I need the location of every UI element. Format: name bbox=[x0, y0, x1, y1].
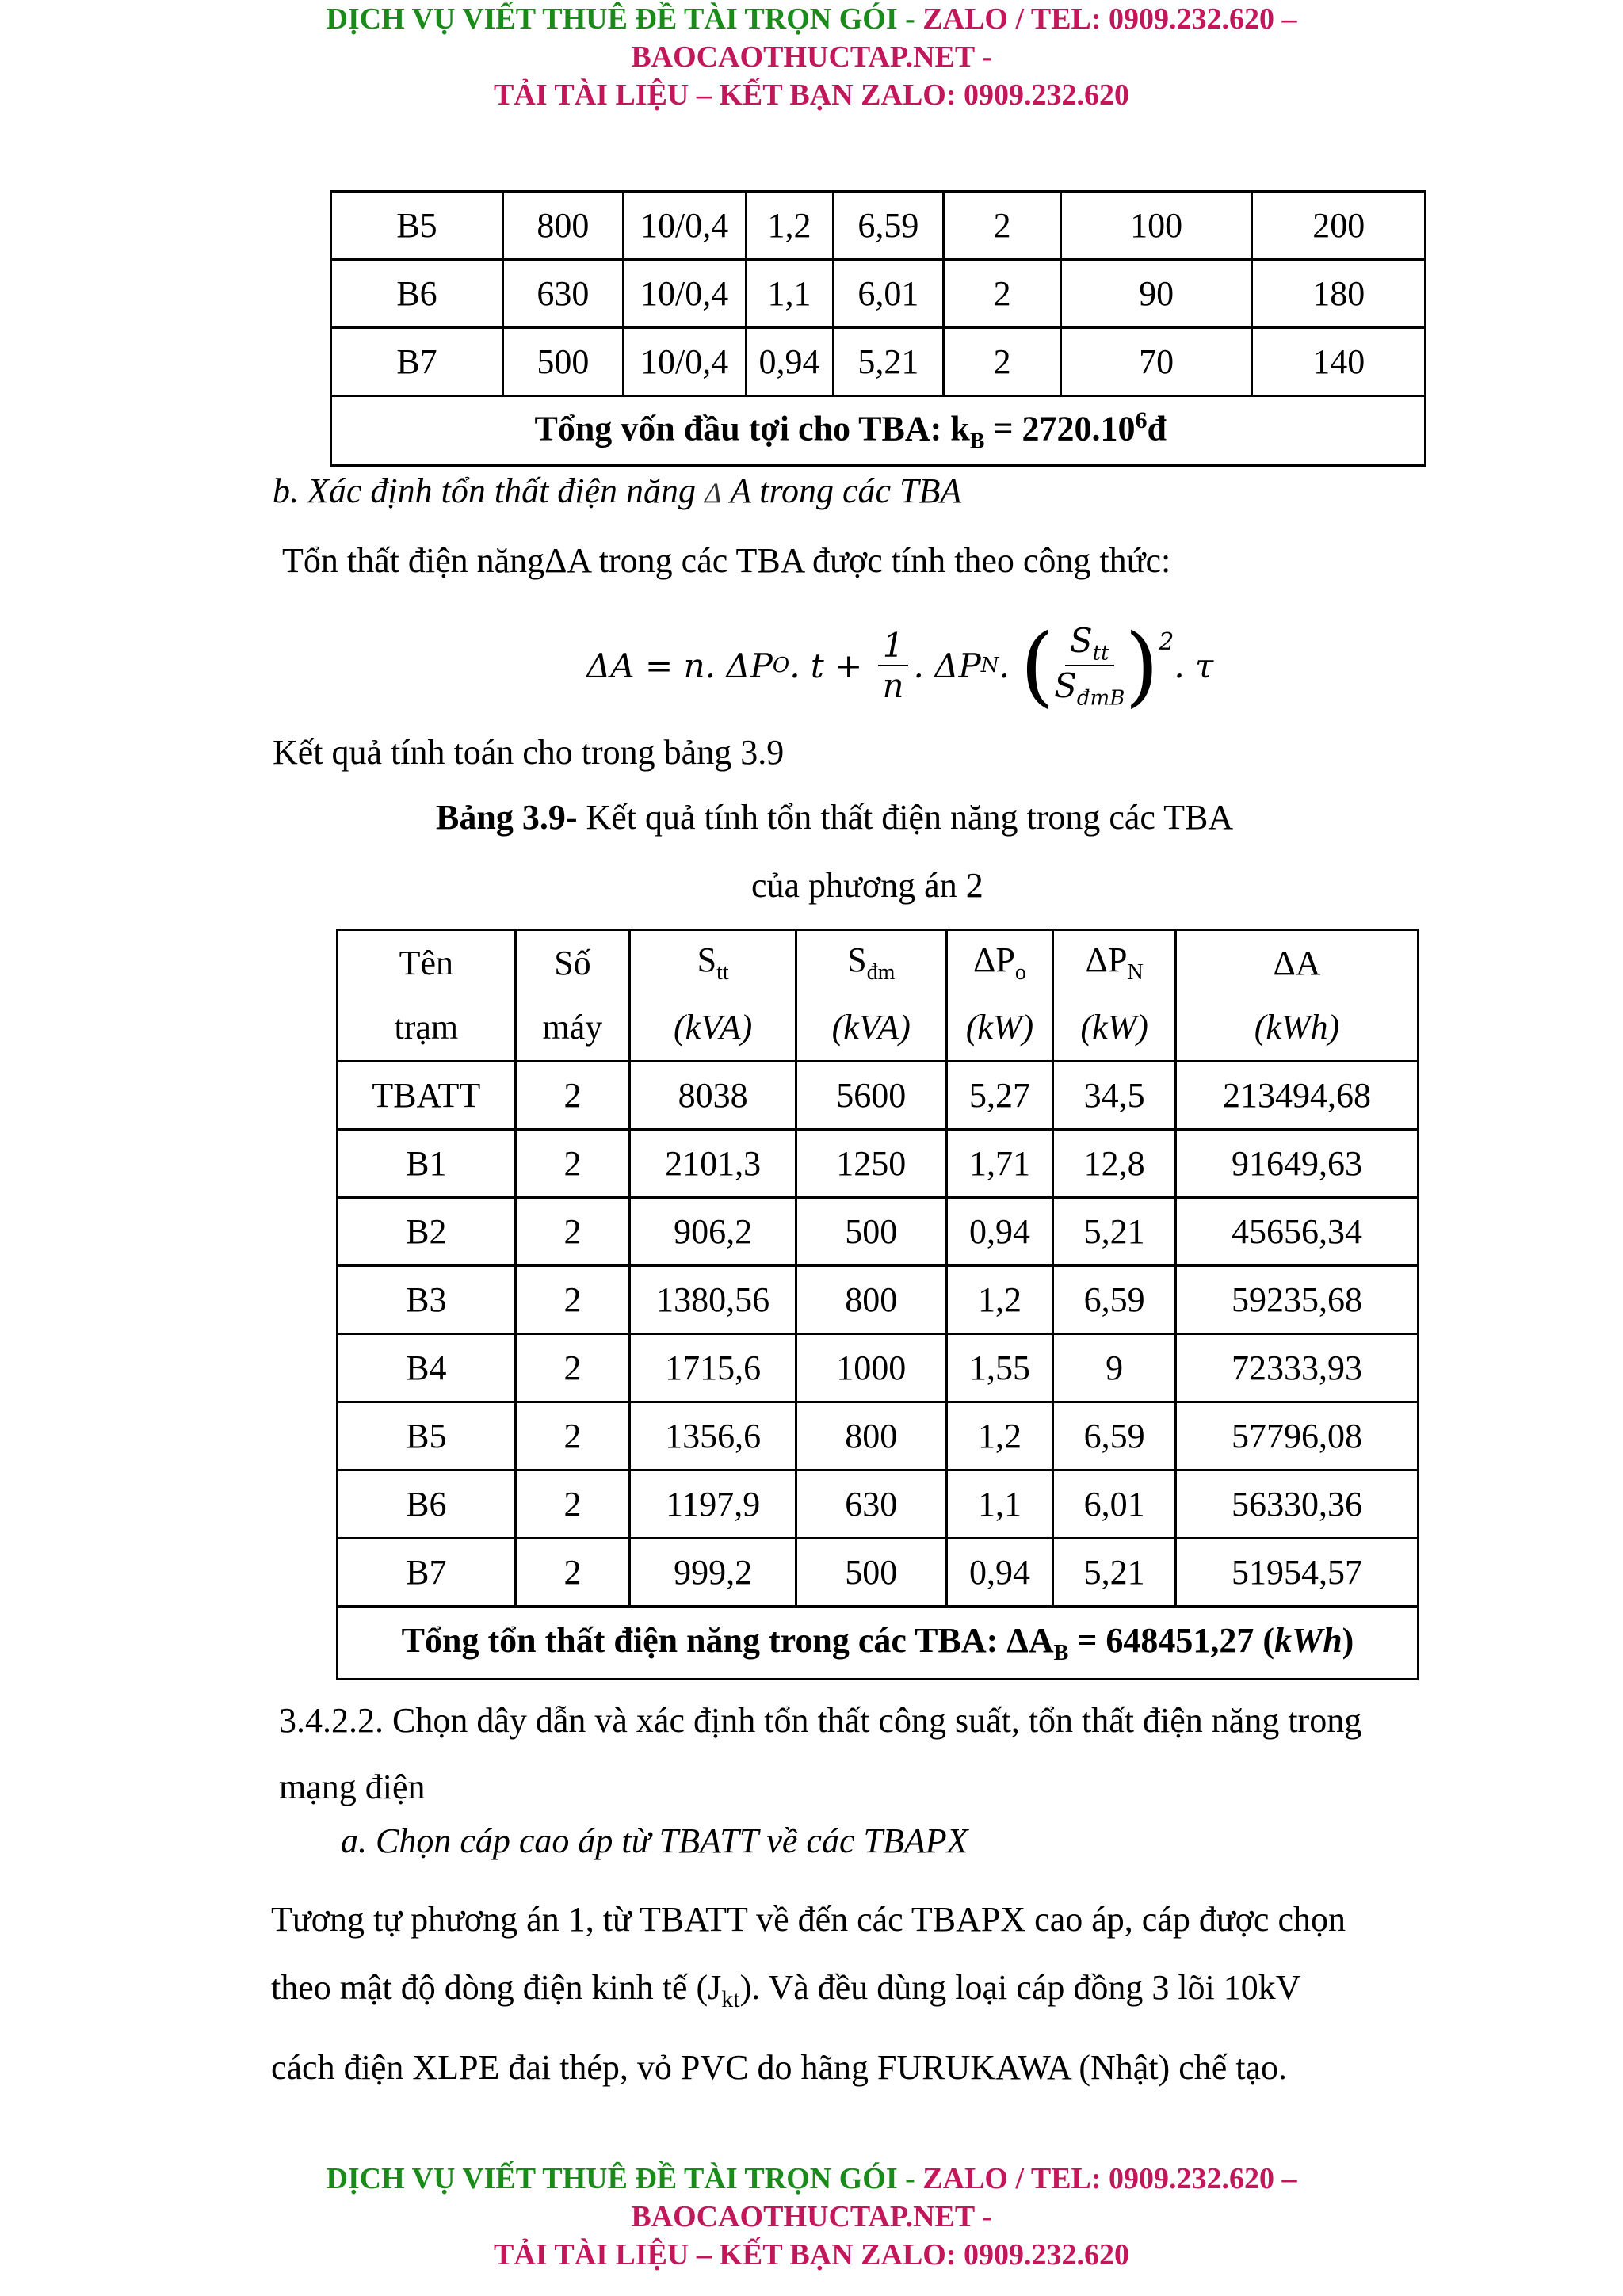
table-cell: 1,2 bbox=[946, 1402, 1053, 1470]
paragraph-cable-selection: Tương tự phương án 1, từ TBATT về đến các TBAPX cao áp, cáp được chọn theo mật độ dòng điện kinh tế $(J_{kt})$. Và đều dùng loại cáp đồng 3 lõi 10kV cách điện XLPE đai thép, vỏ PVC do hãng FURUKAWA (Nhật) chế tạo. bbox=[271, 1900, 1346, 2087]
paragraph-result-ref: Kết quả tính toán cho trong bảng 3.9 bbox=[273, 733, 785, 772]
table-total-row: Tổng vốn đầu tợi cho TBA: $k_B$ = $2720.10^6đ$ bbox=[331, 396, 1426, 466]
table-cell: 906,2 bbox=[630, 1198, 796, 1266]
table-row bbox=[338, 1062, 1419, 1130]
table-cell: 2 bbox=[515, 1130, 630, 1198]
header-line-1: DỊCH VỤ VIẾT THUÊ ĐỀ TÀI TRỌN GÓI - ZALO / TEL: 0909.232.620 – bbox=[326, 2, 1297, 36]
table-cell: B4 bbox=[338, 1334, 516, 1402]
table-cell: 12,8 bbox=[1053, 1130, 1176, 1198]
table-cell: 1,1 bbox=[946, 1470, 1053, 1539]
table-cell: 2 bbox=[515, 1198, 630, 1266]
table-cell: 1,2 bbox=[946, 1266, 1053, 1334]
footer-line-1: DỊCH VỤ VIẾT THUÊ ĐỀ TÀI TRỌN GÓI - ZALO / TEL: 0909.232.620 – bbox=[326, 2162, 1297, 2195]
footer-line-3: TẢI TÀI LIỆU – KẾT BẠN ZALO: 0909.232.620 bbox=[493, 2238, 1130, 2271]
table-header-row: Tên Số $S_{tt}$ $S_{đm}$ $\Delta P_o$ $\Delta P_N$ ΔA bbox=[338, 930, 1419, 995]
table-cell: 51954,57 bbox=[1176, 1539, 1418, 1607]
table-body bbox=[338, 1062, 1419, 1607]
table-cell: 5,21 bbox=[1053, 1539, 1176, 1607]
table-cell: 800 bbox=[796, 1266, 946, 1334]
table-cell: 5600 bbox=[796, 1062, 946, 1130]
table-cell: 8038 bbox=[630, 1062, 796, 1130]
table-cell: 5,21 bbox=[1053, 1198, 1176, 1266]
table-cell: 2101,3 bbox=[630, 1130, 796, 1198]
table-cell: 9 bbox=[1053, 1334, 1176, 1402]
page-footer bbox=[0, 2160, 1623, 2274]
table-cell: TBATT bbox=[338, 1062, 516, 1130]
table-cell: B6 bbox=[338, 1470, 516, 1539]
table-cell: 0,94 bbox=[946, 1539, 1053, 1607]
left-paren: ( bbox=[1020, 615, 1055, 716]
table-cell: 500 bbox=[796, 1198, 946, 1266]
table-cell: 1356,6 bbox=[630, 1402, 796, 1470]
footer-line-2: BAOCAOTHUCTAP.NET - bbox=[631, 2200, 992, 2233]
paragraph-formula-intro: Tổn thất điện năngΔA trong các TBA được tính theo công thức: bbox=[282, 541, 1171, 580]
table-cell: 1197,9 bbox=[630, 1470, 796, 1539]
table-cell: 5,27 bbox=[946, 1062, 1053, 1130]
table-cell: 213494,68 bbox=[1176, 1062, 1418, 1130]
table-row bbox=[338, 1470, 1419, 1539]
table-cell: 2 bbox=[515, 1402, 630, 1470]
table-row: B6 630 10/0,4 1,1 6,01 2 90 180 bbox=[331, 260, 1426, 328]
table-cell: 56330,36 bbox=[1176, 1470, 1418, 1539]
table-cell: 630 bbox=[796, 1470, 946, 1539]
table-cell: 1380,56 bbox=[630, 1266, 796, 1334]
table-cell: 6,59 bbox=[1053, 1402, 1176, 1470]
table-caption: Bảng 3.9- Kết quả tính tổn thất điện năng trong các TBA bbox=[436, 798, 1234, 837]
header-line-3: TẢI TÀI LIỆU – KẾT BẠN ZALO: 0909.232.620 bbox=[493, 78, 1130, 112]
table-cell: B3 bbox=[338, 1266, 516, 1334]
table-cell: 2 bbox=[515, 1062, 630, 1130]
table-cell: B5 bbox=[338, 1402, 516, 1470]
section-a-heading: a. Chọn cáp cao áp từ TBATT về các TBAPX bbox=[341, 1821, 968, 1860]
table-cell: 2 bbox=[515, 1539, 630, 1607]
page-header-top bbox=[0, 0, 1623, 114]
table-cell: 6,01 bbox=[1053, 1470, 1176, 1539]
table-cell: B2 bbox=[338, 1198, 516, 1266]
table-cell: B1 bbox=[338, 1130, 516, 1198]
table-row: B5 800 10/0,4 1,2 6,59 2 100 200 bbox=[331, 192, 1426, 260]
table-cell: 1250 bbox=[796, 1130, 946, 1198]
section-b-heading: b. Xác định tổn thất điện năng Δ A trong các TBA bbox=[273, 471, 962, 510]
table-cell: 999,2 bbox=[630, 1539, 796, 1607]
table-cell: 2 bbox=[515, 1334, 630, 1402]
fraction-1-over-n: $\frac{1}{n}$ bbox=[878, 626, 909, 705]
right-paren: ) bbox=[1125, 615, 1159, 716]
table-row bbox=[338, 1334, 1419, 1402]
table-cell: 500 bbox=[796, 1539, 946, 1607]
table-row bbox=[338, 1539, 1419, 1607]
table-row bbox=[338, 1266, 1419, 1334]
loss-formula: ΔA = n. ΔP O . t + $\frac{1}{n}$ . ΔP N . ( $S_{tt}$ $S_{đmB}$ ) $^2$ . τ bbox=[586, 615, 1214, 716]
table-cell: 1,55 bbox=[946, 1334, 1053, 1402]
table-cell: 57796,08 bbox=[1176, 1402, 1418, 1470]
table-cell: 2 bbox=[515, 1470, 630, 1539]
table-cell: 1000 bbox=[796, 1334, 946, 1402]
section-3422-heading: 3.4.2.2. Chọn dây dẫn và xác định tổn thất công suất, tổn thất điện năng trong mạng điện bbox=[279, 1701, 1362, 1806]
table-row bbox=[338, 1130, 1419, 1198]
table-cell: 1,71 bbox=[946, 1130, 1053, 1198]
table-cell: 2 bbox=[515, 1266, 630, 1334]
table-row: B7 500 10/0,4 0,94 5,21 2 70 140 bbox=[331, 328, 1426, 396]
table-caption-line-2: của phương án 2 bbox=[751, 866, 983, 905]
table-row bbox=[338, 1198, 1419, 1266]
table-cell: 34,5 bbox=[1053, 1062, 1176, 1130]
table-cell: 59235,68 bbox=[1176, 1266, 1418, 1334]
table-total-row: Tổng tổn thất điện năng trong các TBA: $\Delta A_B = 648451,27$ (kWh) bbox=[338, 1607, 1419, 1680]
table-cell: 72333,93 bbox=[1176, 1334, 1418, 1402]
table-row bbox=[338, 1402, 1419, 1470]
table-cell: 45656,34 bbox=[1176, 1198, 1418, 1266]
table-cell: 91649,63 bbox=[1176, 1130, 1418, 1198]
table-cell: 6,59 bbox=[1053, 1266, 1176, 1334]
table-header-row: trạm máy (kVA) (kVA) (kW) (kW) (kWh) bbox=[338, 995, 1419, 1062]
table-cell: 800 bbox=[796, 1402, 946, 1470]
table-energy-loss bbox=[336, 929, 1419, 1680]
table-cell: 1715,6 bbox=[630, 1334, 796, 1402]
table-cell: B7 bbox=[338, 1539, 516, 1607]
table-investment-continued bbox=[330, 190, 1426, 467]
header-line-2: BAOCAOTHUCTAP.NET - bbox=[631, 40, 992, 74]
table-cell: 0,94 bbox=[946, 1198, 1053, 1266]
fraction-stt-sdmb: $S_{tt}$ $S_{đmB}$ bbox=[1054, 620, 1125, 711]
